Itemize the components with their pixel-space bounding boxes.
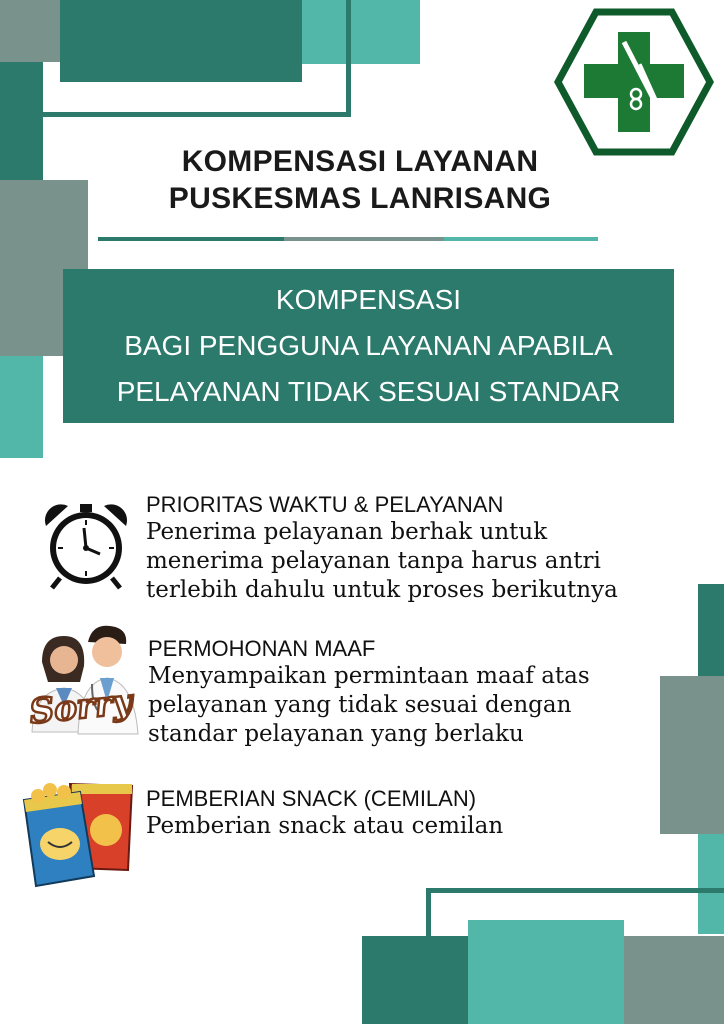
item-heading: PERMOHONAN MAAF <box>148 636 376 661</box>
item-text-line: Pemberian snack atau cemilan <box>146 813 504 839</box>
item-text-line: Penerima pelayanan berhak untuk <box>146 519 548 545</box>
health-cross-logo-icon <box>554 8 714 156</box>
list-item-snack <box>146 786 503 841</box>
item-text-line: pelayanan yang tidak sesuai dengan <box>148 692 572 718</box>
deco-line-vertical-top <box>346 0 351 116</box>
item-text-line: terlebih dahulu untuk proses berikutnya <box>146 577 618 603</box>
deco-block-gray-bottom <box>624 936 724 1024</box>
deco-line-horizontal-bottom <box>426 888 724 893</box>
banner-line-3: PELAYANAN TIDAK SESUAI STANDAR <box>116 376 621 407</box>
deco-block-light-right <box>698 834 724 934</box>
item-heading: PRIORITAS WAKTU & PELAYANAN <box>146 492 504 517</box>
sorry-sticker-text: Sorry <box>27 681 135 733</box>
title-line-1: KOMPENSASI LAYANAN <box>181 145 539 178</box>
list-item-priority <box>146 492 618 605</box>
title-rule-light <box>444 237 598 241</box>
deco-block-dark-left <box>0 62 43 182</box>
item-text-line: Menyampaikan permintaan maaf atas <box>148 663 590 689</box>
deco-block-light-top <box>302 0 420 64</box>
deco-block-light-left <box>0 356 43 458</box>
banner-line-1: KOMPENSASI <box>275 284 462 315</box>
compensation-banner <box>63 269 674 423</box>
doctors-sorry-icon <box>22 622 146 740</box>
deco-line-horizontal-top <box>43 112 351 117</box>
page-title <box>100 143 620 217</box>
deco-block-dark-bottom <box>362 936 470 1024</box>
banner-line-2: BAGI PENGGUNA LAYANAN APABILA <box>124 330 613 361</box>
deco-block-dark-right <box>698 584 724 676</box>
title-rule-gray <box>284 237 444 241</box>
title-rule-dark <box>98 237 284 241</box>
deco-block-gray-right <box>660 676 724 834</box>
title-line-2: PUSKESMAS LANRISANG <box>168 182 552 215</box>
snack-bags-icon <box>18 778 140 890</box>
deco-block-light-bottom <box>468 920 624 1024</box>
list-item-apology <box>148 636 590 749</box>
item-text-line: standar pelayanan yang berlaku <box>148 721 524 747</box>
item-text-line: menerima pelayanan tanpa harus antri <box>146 548 601 574</box>
item-heading: PEMBERIAN SNACK (CEMILAN) <box>146 786 477 811</box>
deco-block-dark-top <box>60 0 302 82</box>
alarm-clock-icon <box>40 498 132 590</box>
